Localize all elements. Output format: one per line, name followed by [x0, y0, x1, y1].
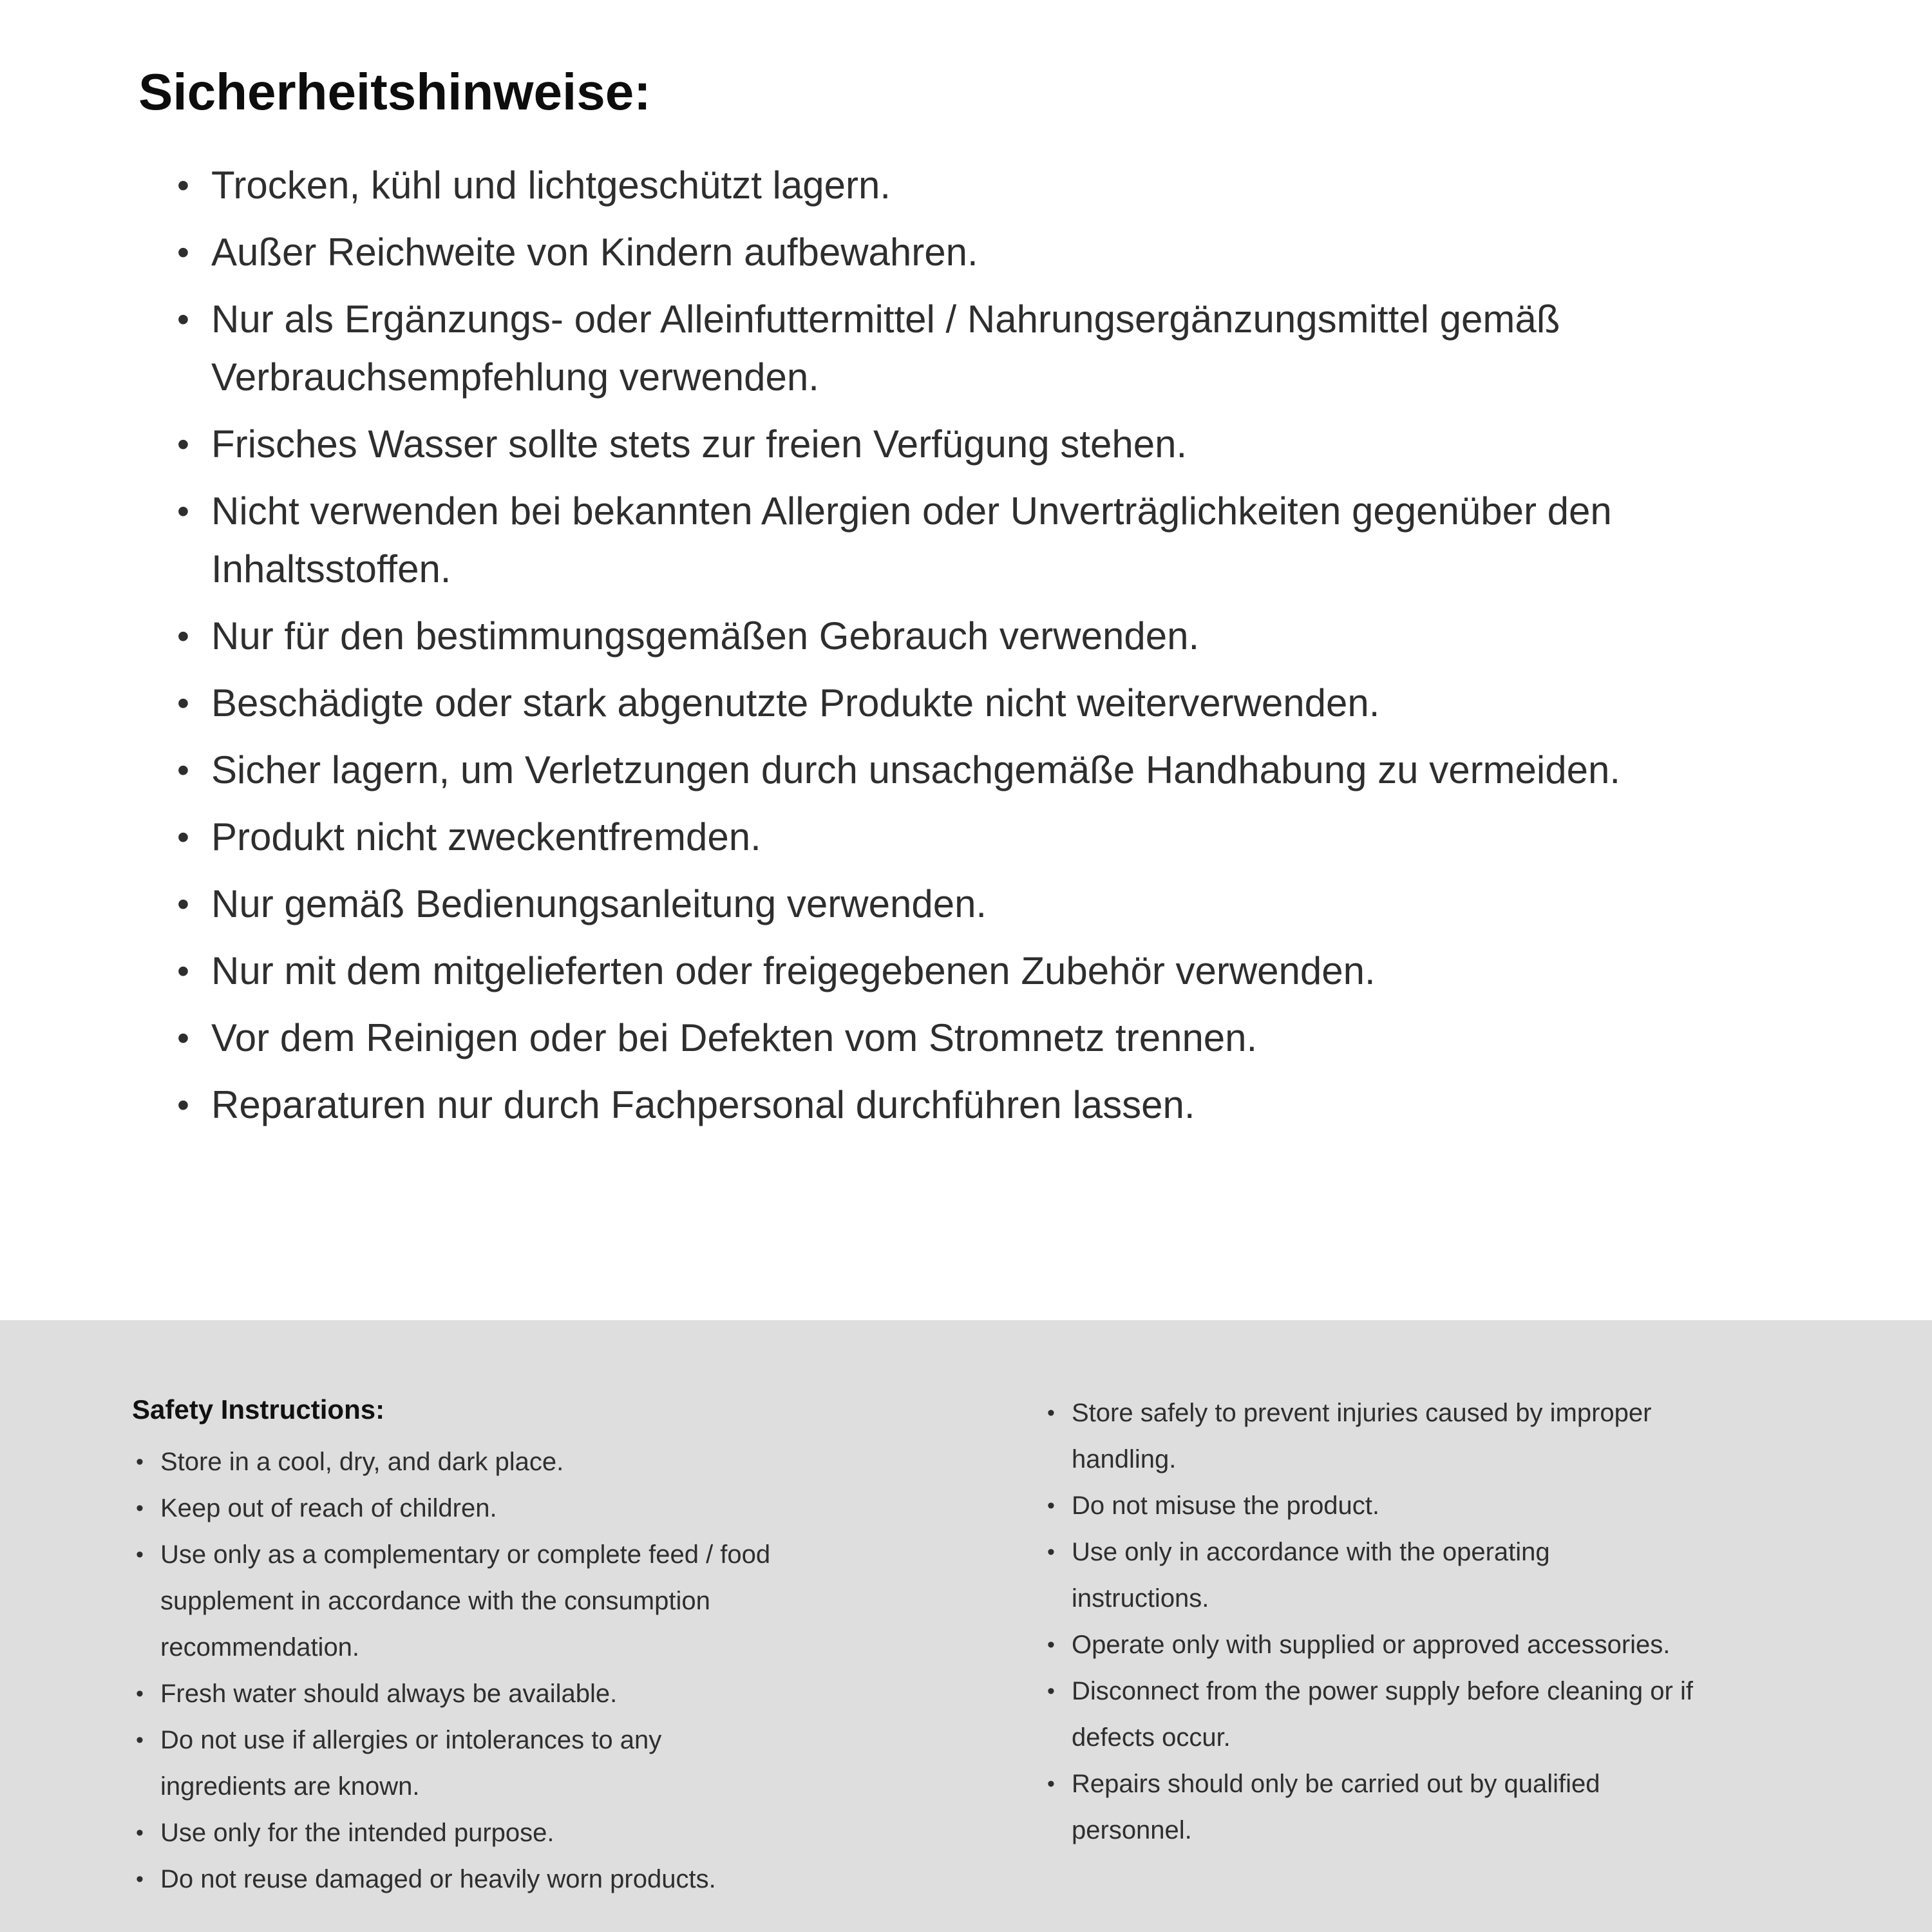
english-list-item: • Do not use if allergies or intolerances to any ingredients are known.: [132, 1717, 789, 1810]
german-list-item: • Nur gemäß Bedienungsanleitung verwenden.: [176, 875, 1644, 933]
english-list-item: • Keep out of reach of children.: [132, 1485, 789, 1531]
english-list-item: • Use only as a complementary or complete feed / food supplement in accordance with the consumption recommendation.: [132, 1531, 789, 1671]
german-list-item: • Nur mit dem mitgelieferten oder freigegebenen Zubehör verwenden.: [176, 942, 1644, 1000]
german-heading: Sicherheitshinweise:: [138, 63, 651, 120]
english-left-column: [132, 1390, 789, 1902]
english-panel: [0, 1320, 1932, 1932]
german-list-item: • Nur für den bestimmungsgemäßen Gebrauch verwenden.: [176, 607, 1644, 665]
german-list-item: • Nicht verwenden bei bekannten Allergien oder Unverträglichkeiten gegenüber den Inhaltsstoffen.: [176, 482, 1644, 598]
german-list-item: • Produkt nicht zweckentfremden.: [176, 808, 1644, 866]
english-list-item: • Operate only with supplied or approved accessories.: [1043, 1622, 1694, 1668]
english-list-item: • Store safely to prevent injuries caused by improper handling.: [1043, 1390, 1694, 1482]
english-list-item: • Use only in accordance with the operating instructions.: [1043, 1529, 1694, 1622]
english-right-column: [1043, 1390, 1694, 1853]
english-list-item: • Do not reuse damaged or heavily worn products.: [132, 1856, 789, 1902]
english-list-item: • Fresh water should always be available.: [132, 1671, 789, 1717]
german-list-item: • Trocken, kühl und lichtgeschützt lagern.: [176, 156, 1644, 214]
english-list-item: • Store in a cool, dry, and dark place.: [132, 1439, 789, 1485]
english-right-list: [1043, 1390, 1694, 1853]
english-list-item: • Do not misuse the product.: [1043, 1482, 1694, 1529]
german-section: [138, 61, 1813, 1143]
german-list-item: • Vor dem Reinigen oder bei Defekten vom Stromnetz trennen.: [176, 1009, 1644, 1067]
german-list-item: • Außer Reichweite von Kindern aufbewahren.: [176, 223, 1644, 281]
german-list-item: • Nur als Ergänzungs- oder Alleinfuttermittel / Nahrungsergänzungsmittel gemäß Verbrauchsempfehlung verwenden.: [176, 290, 1644, 406]
english-left-list: [132, 1439, 789, 1902]
english-panel-columns: [0, 1320, 1932, 1902]
english-list-item: • Repairs should only be carried out by qualified personnel.: [1043, 1761, 1694, 1853]
english-list-item: • Use only for the intended purpose.: [132, 1810, 789, 1856]
german-list: [176, 156, 1644, 1134]
german-list-item: • Sicher lagern, um Verletzungen durch unsachgemäße Handhabung zu vermeiden.: [176, 741, 1644, 799]
english-list-item: • Disconnect from the power supply before cleaning or if defects occur.: [1043, 1668, 1694, 1761]
english-heading: Safety Instructions:: [132, 1394, 385, 1425]
german-list-item: • Frisches Wasser sollte stets zur freien Verfügung stehen.: [176, 415, 1644, 473]
german-list-item: • Beschädigte oder stark abgenutzte Produkte nicht weiterverwenden.: [176, 674, 1644, 732]
german-list-item: • Reparaturen nur durch Fachpersonal durchführen lassen.: [176, 1076, 1644, 1134]
